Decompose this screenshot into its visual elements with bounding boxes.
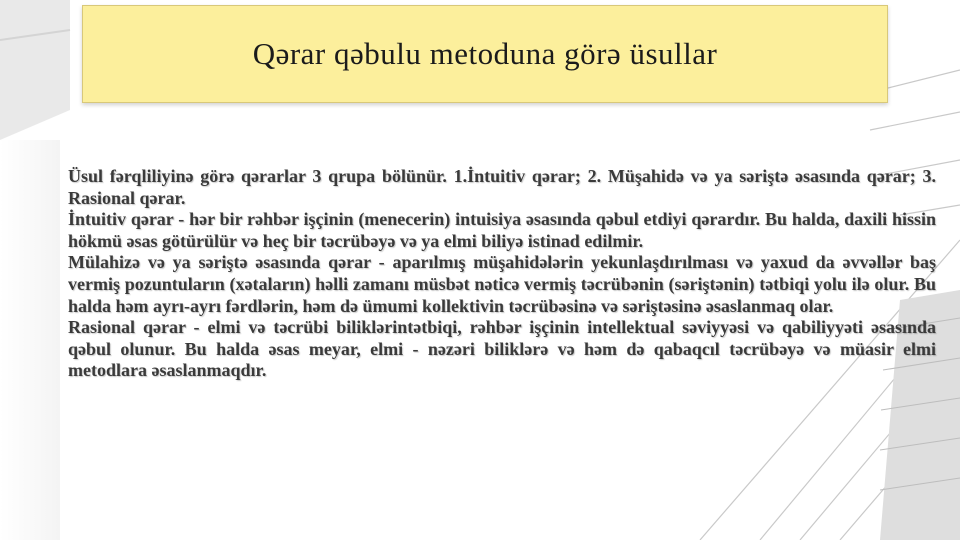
paragraph-intuitive: İntuitiv qərar - hər bir rəhbər işçinin (menecerin) intuisiya əsasında qəbul etdiyi qərardır. Bu halda, daxili hissin hökmü əsas götürülür və heç bir təcrübəyə və ya elmi biliyə istinad edilmir. (68, 209, 936, 251)
paragraph-intro: Üsul fərqliliyinə görə qərarlar 3 qrupa bölünür. 1.İntuitiv qərar; 2. Müşahidə və ya səriştə əsasında qərar; 3. Rasional qərar. (68, 166, 936, 208)
paragraph-rational: Rasional qərar - elmi və təcrübi biliklərintətbiqi, rəhbər işçinin intellektual səviyyəsi və qabiliyyəti əsasında qəbul olunur. Bu halda əsas meyar, elmi - nəzəri biliklərə və həm də qabaqcıl təcrübəyə və müasir elmi metodlara əsaslanmaqdır. (68, 317, 936, 381)
slide-title: Qərar qəbulu metoduna görə üsullar (252, 36, 718, 71)
title-box (82, 5, 888, 103)
paragraph-experience: Mülahizə və ya səriştə əsasında qərar - aparılmış müşahidələrin yekunlaşdırılması və yaxud da əvvəllər baş vermiş pozuntuların (xətaların) həlli zamanı müsbət nəticə vermiş təcrübənin (səriştənin) tətbiqi yolu ilə olur. Bu halda həm ayrı-ayrı fərdlərin, həm də ümumi kollektivin təcrübəsinə və səriştəsinə əsaslanmaq olar. (68, 252, 936, 316)
slide-body (68, 166, 936, 382)
